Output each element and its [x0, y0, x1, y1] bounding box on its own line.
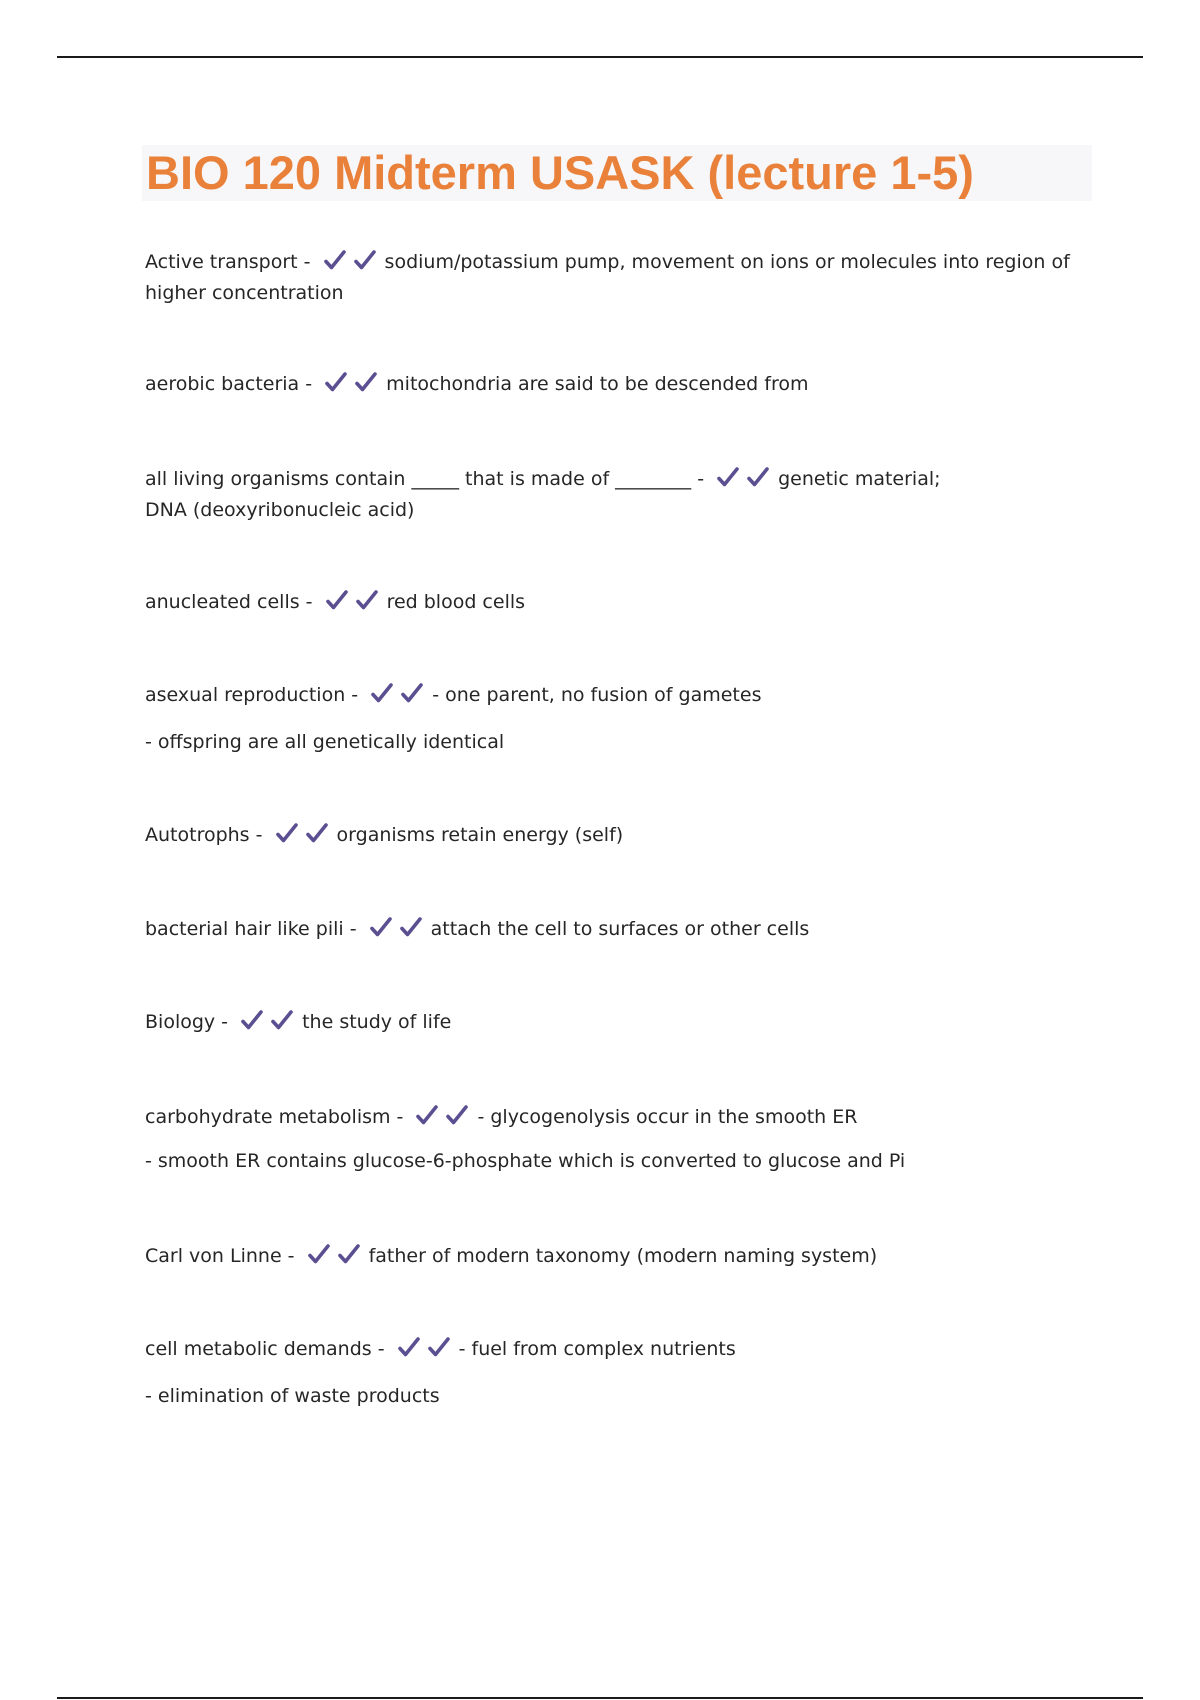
check-icon	[270, 1008, 294, 1032]
check-marks	[369, 914, 429, 945]
check-marks	[397, 1334, 457, 1365]
entry-term: asexual reproduction -	[145, 684, 359, 706]
check-icon	[305, 821, 329, 845]
check-icon	[337, 1242, 361, 1266]
flashcard-entry	[145, 820, 1095, 851]
entry-term: bacterial hair like pili -	[145, 918, 357, 940]
check-icon	[397, 1335, 421, 1359]
entry-definition: - fuel from complex nutrients	[458, 1338, 736, 1360]
entry-definition: the study of life	[302, 1011, 452, 1033]
flashcard-entry	[145, 587, 1095, 618]
flashcard-entry	[145, 369, 1095, 400]
check-marks	[240, 1007, 300, 1038]
entry-definition: father of modern taxonomy (modern naming system)	[368, 1245, 878, 1267]
check-marks	[370, 680, 430, 711]
flashcard-entry	[145, 464, 975, 526]
check-icon	[275, 821, 299, 845]
check-marks	[323, 247, 383, 278]
check-icon	[716, 465, 740, 489]
entry-definition: genetic material; DNA (deoxyribonucleic acid)	[145, 468, 941, 521]
entry-definition: mitochondria are said to be descended from	[386, 373, 809, 395]
flashcard-entry	[145, 1241, 1095, 1272]
check-icon	[355, 588, 379, 612]
check-icon	[325, 588, 349, 612]
check-icon	[746, 465, 770, 489]
check-marks	[415, 1102, 475, 1133]
check-icon	[400, 681, 424, 705]
check-icon	[427, 1335, 451, 1359]
entry-definition: red blood cells	[386, 591, 526, 613]
entry-term: Autotrophs -	[145, 824, 263, 846]
entry-definition: - one parent, no fusion of gametes	[432, 684, 762, 706]
flashcard-entry	[145, 247, 1095, 309]
check-icon	[399, 915, 423, 939]
check-marks	[307, 1241, 367, 1272]
flashcard-entry	[145, 1007, 1095, 1038]
flashcard-entry	[145, 1334, 1095, 1412]
entry-definition: attach the cell to surfaces or other cells	[430, 918, 810, 940]
bottom-rule	[57, 1697, 1143, 1699]
entry-definition: organisms retain energy (self)	[336, 824, 624, 846]
entry-term: Biology -	[145, 1011, 229, 1033]
check-icon	[323, 248, 347, 272]
top-rule	[57, 56, 1143, 58]
check-marks	[716, 464, 776, 495]
check-marks	[275, 820, 335, 851]
check-icon	[354, 370, 378, 394]
flashcard-entry	[145, 680, 1095, 758]
entry-definition: - glycogenolysis occur in the smooth ER	[477, 1106, 858, 1128]
check-marks	[325, 587, 385, 618]
flashcard-entry	[145, 914, 1095, 945]
entry-term: Carl von Linne -	[145, 1245, 295, 1267]
check-icon	[353, 248, 377, 272]
check-icon	[307, 1242, 331, 1266]
check-icon	[324, 370, 348, 394]
check-icon	[370, 681, 394, 705]
entry-term: Active transport -	[145, 251, 311, 273]
entry-term: anucleated cells -	[145, 591, 313, 613]
check-icon	[369, 915, 393, 939]
entry-extra: - elimination of waste products	[145, 1385, 440, 1407]
check-icon	[445, 1103, 469, 1127]
check-icon	[415, 1103, 439, 1127]
entry-term: carbohydrate metabolism -	[145, 1106, 404, 1128]
check-icon	[240, 1008, 264, 1032]
entry-term: cell metabolic demands -	[145, 1338, 385, 1360]
flashcard-entry	[145, 1102, 1095, 1177]
entry-term: aerobic bacteria -	[145, 373, 313, 395]
entry-extra: - smooth ER contains glucose-6-phosphate which is converted to glucose and Pi	[145, 1150, 906, 1172]
entry-term: all living organisms contain _____ that is made of ________ -	[145, 468, 705, 490]
entry-extra: - offspring are all genetically identical	[145, 731, 505, 753]
check-marks	[324, 369, 384, 400]
document-title: BIO 120 Midterm USASK (lecture 1-5)	[146, 146, 974, 199]
entry-definition: sodium/potassium pump, movement on ions or molecules into region of higher concentration	[145, 251, 1070, 304]
